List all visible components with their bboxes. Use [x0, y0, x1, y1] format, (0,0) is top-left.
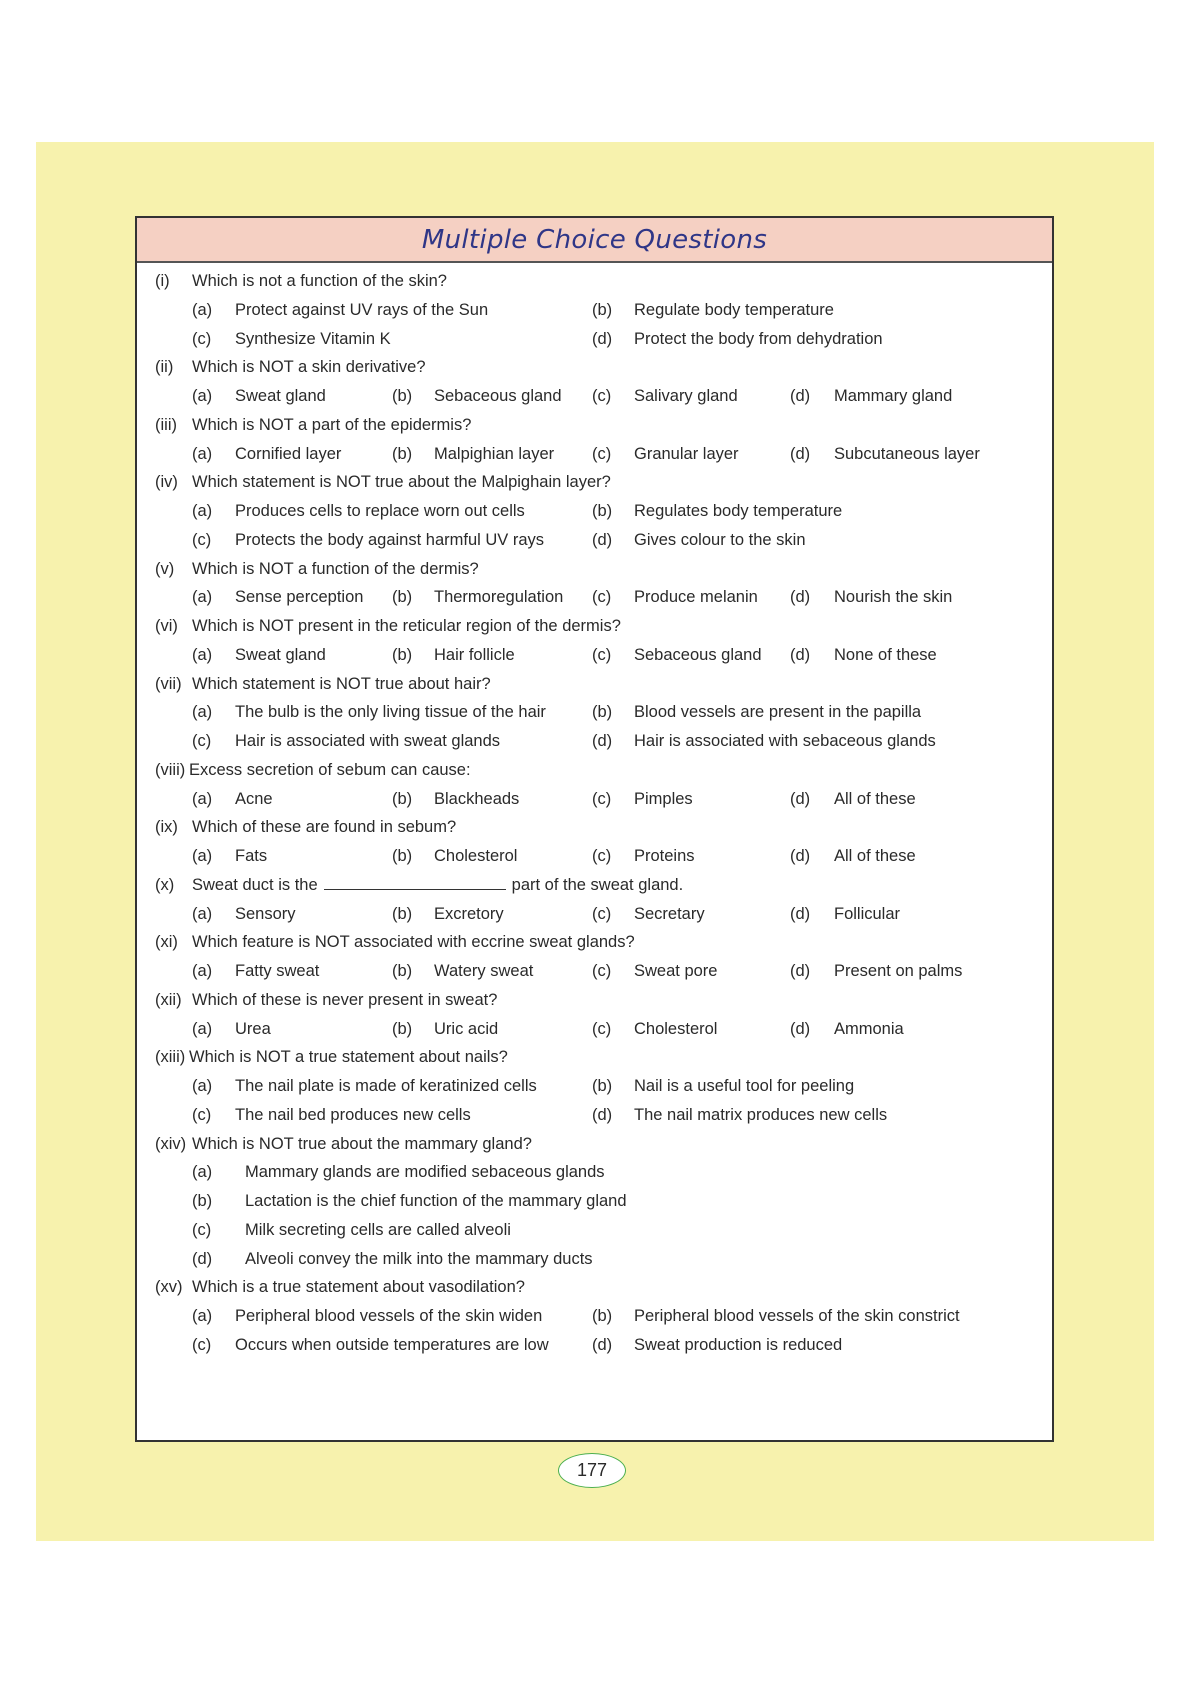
option-label: (b) [592, 300, 613, 319]
option-label: (a) [192, 444, 213, 463]
option-text: Milk secreting cells are called alveoli [245, 1220, 511, 1239]
question-number: (viii) [155, 760, 186, 779]
question-row [137, 755, 1052, 785]
option-text: Nail is a useful tool for peeling [634, 1077, 855, 1095]
page-number: 177 [576, 1460, 608, 1480]
options-row [137, 582, 1052, 612]
fill-in-blank [324, 873, 506, 890]
option-text: Sensory [235, 904, 296, 923]
option-text: Subcutaneous layer [834, 444, 980, 463]
option-label: (b) [192, 1192, 213, 1210]
option-label: (b) [392, 847, 413, 865]
option-label: (a) [192, 904, 213, 923]
question-text-main: Which is not a function of the skin? [192, 272, 447, 290]
option-label: (a) [192, 645, 213, 664]
option-label: (a) [192, 1307, 213, 1325]
option-label: (a) [192, 1163, 213, 1182]
option-text: Ammonia [834, 1019, 904, 1038]
question-text [192, 870, 683, 900]
option-text: None of these [834, 645, 937, 664]
options-row [137, 324, 1052, 354]
option-text: Cholesterol [634, 1019, 718, 1038]
question-number: (xii) [155, 990, 182, 1009]
option-label: (d) [592, 1335, 613, 1354]
option-text: Regulate body temperature [634, 300, 834, 319]
options-row [137, 841, 1052, 871]
question-text [192, 669, 491, 699]
option-label: (d) [790, 904, 811, 923]
option-label: (d) [592, 732, 613, 750]
option-label: (b) [392, 904, 413, 923]
question-text-main: Which statement is NOT true about the Malpighain layer? [192, 473, 611, 492]
option-label: (b) [592, 1077, 613, 1095]
option-label: (b) [592, 703, 613, 722]
option-text: Thermoregulation [434, 588, 564, 607]
option-text: Mammary glands are modified sebaceous glands [245, 1163, 605, 1182]
option-text: Malpighian layer [434, 444, 555, 463]
option-text: Protects the body against harmful UV rays [235, 530, 545, 549]
options-row [137, 381, 1052, 411]
option-text: Regulates body temperature [634, 502, 843, 520]
question-number: (xv) [155, 1278, 183, 1297]
question-text-main: Which is NOT a function of the dermis? [192, 559, 479, 578]
option-text: Fatty sweat [235, 962, 320, 980]
question-row [137, 870, 1052, 900]
option-label: (d) [592, 530, 613, 549]
option-text: Acne [235, 789, 273, 808]
option-text: Produces cells to replace worn out cells [235, 502, 525, 520]
options-row [137, 1100, 1052, 1130]
option-label: (d) [790, 1019, 811, 1038]
option-label: (a) [192, 789, 213, 808]
option-text: All of these [834, 789, 916, 808]
question-text [189, 755, 471, 785]
question-row [137, 611, 1052, 641]
question-number: (ii) [155, 358, 174, 377]
options-row [137, 295, 1052, 325]
option-text: All of these [834, 847, 916, 865]
option-label: (c) [192, 530, 212, 549]
options-row [137, 784, 1052, 814]
option-label: (c) [592, 904, 612, 923]
option-text: Salivary gland [634, 387, 738, 405]
option-text: Gives colour to the skin [634, 530, 806, 549]
option-text: The bulb is the only living tissue of the hair [235, 703, 546, 722]
question-text-main: Which of these is never present in sweat? [192, 990, 498, 1009]
options-row [137, 1215, 1052, 1245]
question-text-main: Which is NOT true about the mammary gland? [192, 1134, 532, 1153]
question-number: (x) [155, 875, 175, 894]
option-text: Protect the body from dehydration [634, 329, 883, 348]
question-row [137, 352, 1052, 382]
option-label: (c) [192, 1220, 212, 1239]
question-text-main: Which statement is NOT true about hair? [192, 674, 491, 693]
option-label: (d) [790, 387, 811, 405]
option-text: Mammary gland [834, 387, 953, 405]
option-label: (b) [592, 1307, 613, 1325]
option-label: (a) [192, 962, 213, 980]
option-label: (a) [192, 502, 213, 520]
question-text-main: Which is NOT a part of the epidermis? [192, 415, 472, 434]
question-row [137, 1272, 1052, 1302]
question-text-main: Sweat duct is the [192, 875, 318, 894]
option-text: Peripheral blood vessels of the skin constrict [634, 1307, 960, 1325]
option-text: Excretory [434, 904, 504, 923]
option-text: Watery sweat [434, 962, 534, 980]
options-row [137, 956, 1052, 986]
option-text: Cornified layer [235, 444, 342, 463]
options-row [137, 1014, 1052, 1044]
option-label: (d) [790, 645, 811, 664]
question-text [192, 1129, 532, 1159]
option-text: Present on palms [834, 962, 963, 980]
question-number: (iii) [155, 415, 177, 434]
option-text: Alveoli convey the milk into the mammary ducts [245, 1249, 593, 1268]
option-text: The nail plate is made of keratinized cells [235, 1077, 537, 1095]
option-label: (c) [592, 387, 612, 405]
question-row [137, 467, 1052, 497]
options-row [137, 1301, 1052, 1331]
option-text: Synthesize Vitamin K [235, 329, 391, 348]
option-text: Cholesterol [434, 847, 518, 865]
option-text: Sweat gland [235, 387, 326, 405]
question-number: (v) [155, 559, 175, 578]
mcq-box [135, 216, 1054, 1442]
question-text [192, 410, 471, 440]
options-row [137, 1071, 1052, 1101]
option-text: Nourish the skin [834, 588, 953, 607]
option-label: (b) [392, 1019, 413, 1038]
question-number: (ix) [155, 818, 178, 837]
option-label: (d) [192, 1249, 213, 1268]
option-text: Urea [235, 1019, 271, 1038]
option-label: (b) [392, 444, 413, 463]
option-text: Proteins [634, 847, 695, 865]
question-row [137, 554, 1052, 584]
question-row [137, 927, 1052, 957]
option-text: Secretary [634, 904, 705, 923]
mcq-header [137, 218, 1052, 263]
option-text: Follicular [834, 904, 901, 923]
option-label: (c) [192, 1105, 212, 1124]
option-text: Fats [235, 847, 268, 865]
option-text: Uric acid [434, 1019, 499, 1038]
option-text: Sweat production is reduced [634, 1335, 843, 1354]
options-row [137, 1330, 1052, 1360]
question-row [137, 266, 1052, 296]
question-text-after-blank: part of the sweat gland. [511, 875, 684, 894]
option-label: (c) [592, 588, 612, 607]
option-label: (c) [592, 847, 612, 865]
question-row [137, 410, 1052, 440]
option-label: (d) [592, 1105, 613, 1124]
question-text-main: Which of these are found in sebum? [192, 818, 457, 837]
options-row [137, 899, 1052, 929]
question-number: (xiii) [155, 1048, 186, 1067]
question-text [192, 1272, 525, 1302]
option-text: Hair is associated with sweat glands [235, 732, 501, 750]
options-row [137, 1157, 1052, 1187]
option-label: (a) [192, 847, 213, 865]
question-number: (vii) [155, 674, 182, 693]
question-text [189, 1042, 508, 1072]
question-text-main: Which is NOT a skin derivative? [192, 358, 426, 377]
option-text: Produce melanin [634, 588, 758, 607]
question-number: (i) [155, 272, 170, 290]
option-text: The nail bed produces new cells [235, 1105, 471, 1124]
option-label: (a) [192, 703, 213, 722]
options-row [137, 1186, 1052, 1216]
option-label: (c) [192, 732, 212, 750]
option-text: Sweat pore [634, 962, 718, 980]
options-row [137, 496, 1052, 526]
page-number-badge [558, 1453, 626, 1488]
question-number: (xi) [155, 933, 178, 952]
option-label: (c) [592, 444, 612, 463]
option-label: (c) [592, 962, 612, 980]
option-text: Sweat gland [235, 645, 326, 664]
question-row [137, 985, 1052, 1015]
question-text [192, 266, 447, 296]
question-text [192, 352, 426, 382]
option-label: (a) [192, 300, 213, 319]
option-label: (a) [192, 1077, 213, 1095]
option-label: (c) [192, 329, 212, 348]
option-text: Hair is associated with sebaceous glands [634, 732, 936, 750]
question-text-main: Which is a true statement about vasodilation? [192, 1278, 525, 1297]
option-text: Protect against UV rays of the Sun [235, 300, 489, 319]
question-text [192, 467, 611, 497]
option-label: (b) [392, 387, 413, 405]
question-text-main: Which is NOT present in the reticular region of the dermis? [192, 617, 621, 635]
option-label: (b) [392, 789, 413, 808]
option-label: (d) [790, 444, 811, 463]
option-text: Granular layer [634, 444, 739, 463]
option-text: Sense perception [235, 588, 364, 607]
question-text [192, 985, 497, 1015]
option-text: Occurs when outside temperatures are low [235, 1335, 549, 1354]
option-label: (b) [392, 645, 413, 664]
question-row [137, 669, 1052, 699]
option-label: (d) [592, 329, 613, 348]
options-row [137, 726, 1052, 756]
question-row [137, 812, 1052, 842]
question-number: (iv) [155, 473, 178, 492]
question-text [192, 554, 479, 584]
option-text: Blackheads [434, 789, 520, 808]
question-number: (vi) [155, 617, 178, 635]
question-text-main: Excess secretion of sebum can cause: [189, 760, 471, 779]
option-text: Sebaceous gland [634, 645, 762, 664]
option-label: (d) [790, 847, 811, 865]
option-text: Hair follicle [434, 645, 515, 664]
section-title: Multiple Choice Questions [421, 224, 768, 255]
question-row [137, 1129, 1052, 1159]
option-label: (b) [392, 588, 413, 607]
options-row [137, 1244, 1052, 1274]
option-label: (b) [392, 962, 413, 980]
question-text [192, 611, 621, 641]
option-label: (d) [790, 588, 811, 607]
option-label: (c) [192, 1335, 212, 1354]
options-row [137, 640, 1052, 670]
option-label: (d) [790, 789, 811, 808]
option-text: Sebaceous gland [434, 387, 562, 405]
option-text: Blood vessels are present in the papilla [634, 703, 922, 722]
question-text-main: Which feature is NOT associated with eccrine sweat glands? [192, 933, 635, 952]
question-text [192, 927, 635, 957]
option-text: Lactation is the chief function of the mammary gland [245, 1192, 627, 1210]
option-label: (a) [192, 387, 213, 405]
question-number: (xiv) [155, 1134, 187, 1153]
option-label: (c) [592, 789, 612, 808]
option-label: (a) [192, 588, 213, 607]
options-row [137, 439, 1052, 469]
option-text: The nail matrix produces new cells [634, 1105, 888, 1124]
option-label: (c) [592, 1019, 612, 1038]
option-label: (c) [592, 645, 612, 664]
options-row [137, 525, 1052, 555]
option-label: (b) [592, 502, 613, 520]
question-text-main: Which is NOT a true statement about nails? [189, 1048, 508, 1067]
option-text: Peripheral blood vessels of the skin widen [235, 1307, 543, 1325]
option-label: (d) [790, 962, 811, 980]
option-text: Pimples [634, 789, 693, 808]
options-row [137, 697, 1052, 727]
option-label: (a) [192, 1019, 213, 1038]
question-row [137, 1042, 1052, 1072]
question-text [192, 812, 456, 842]
